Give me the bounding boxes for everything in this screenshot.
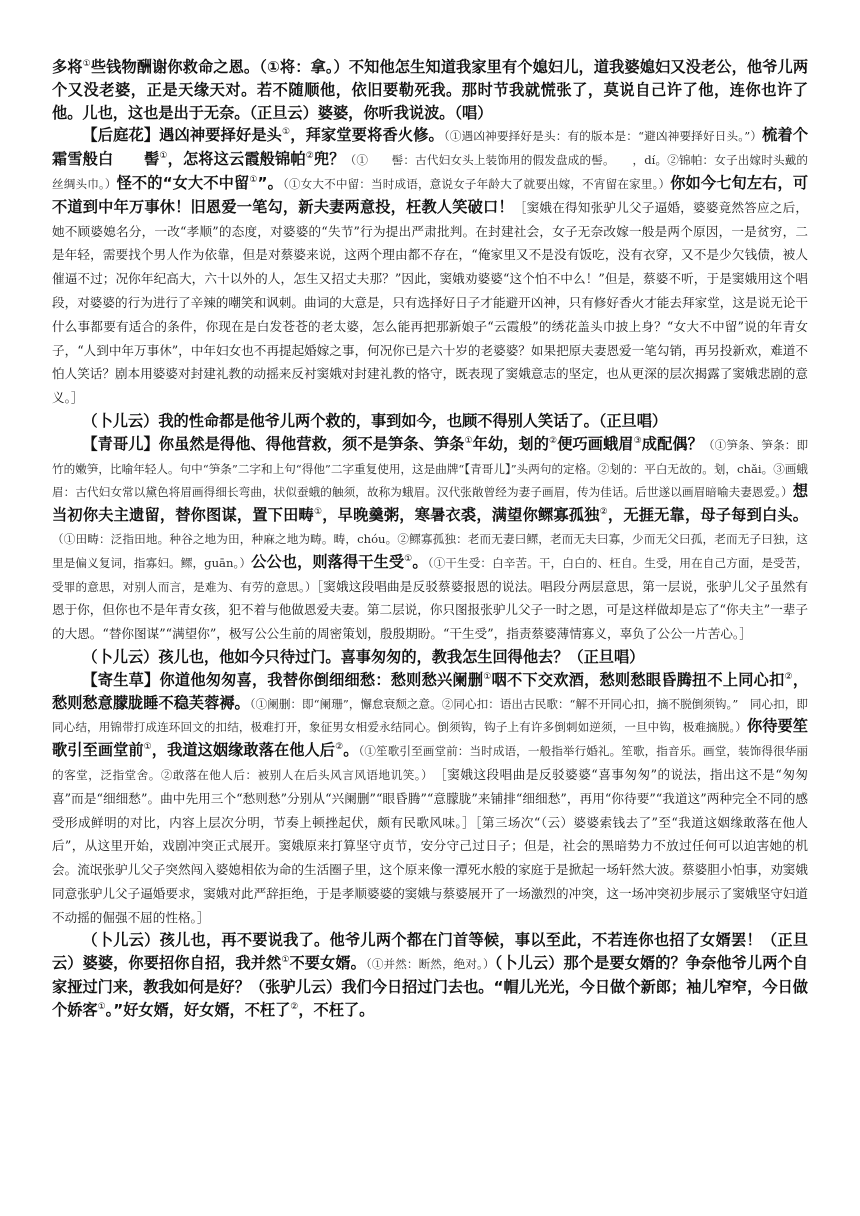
annotation-note: （①田畴：泛指田地。种谷之地为田，种麻之地为畴。畴，chóu。②鳏寡孤独：老而无妻曰鳏，老而无夫曰寡，少而无父曰孤，老而无子曰独，这里是偏义复词，指寡妇。鳏，guān。） xyxy=(52,531,808,570)
annotation-note: （① 髻：古代妇女头上装饰用的假发盘成的髻。 ，dí。②锦帕：女子出嫁时头戴的丝绸头巾。） xyxy=(52,153,809,191)
footnote-marker: ③ xyxy=(633,435,642,446)
annotation-note: （①并然：断然，绝对。） xyxy=(365,957,495,972)
main-text: ，早晚羹粥，寒暑衣裘，满望你鳏寡孤独 xyxy=(322,506,600,525)
main-text: 年幼，刬的 xyxy=(472,434,550,453)
paragraph xyxy=(52,646,808,669)
footnote-marker: ① xyxy=(464,435,473,446)
main-text: 。 xyxy=(412,552,428,571)
main-text: 你如今七旬左右，可不道到中年万事休！旧恩爱一笔勾，新夫妻两意投，枉教人笑破口！ xyxy=(52,173,809,216)
main-text: 兜？ xyxy=(313,150,345,169)
main-text: 你待要笙歌引至画堂前 xyxy=(52,717,808,760)
annotation-note: （①干生受：白辛苦。干，白白的、枉自。生受，用在自己方面，是受苦，受罪的意思，对别人而言，是难为、有劳的意思。） xyxy=(52,555,809,594)
main-text: 便巧画蛾眉 xyxy=(557,434,634,453)
paragraph xyxy=(52,433,808,646)
main-text: ，怎将这云霞般锦帕 xyxy=(167,150,306,169)
paragraph xyxy=(52,124,808,410)
footnote-marker: ② xyxy=(549,435,558,446)
main-text: ，不枉了。 xyxy=(298,1000,375,1019)
main-text: 【寄生草】你道他匆匆喜，我替你倒细细愁：愁则愁兴阑删 xyxy=(82,670,484,689)
main-text: ，拜家堂要将香火修。 xyxy=(290,126,444,145)
footnote-marker: ② xyxy=(305,151,314,162)
footnote-marker: ① xyxy=(143,742,152,753)
footnote-marker: ① xyxy=(82,58,91,69)
main-text: 怪不的“女大不中留 xyxy=(116,173,250,192)
footnote-marker: ② xyxy=(599,507,608,518)
main-text: 。 xyxy=(343,741,359,760)
footnote-marker: ① xyxy=(249,174,258,185)
footnote-marker: ① xyxy=(483,671,492,682)
main-text: （卜儿云）我的性命都是他爷儿两个救的，事到如今，也顾不得别人笑话了。（正旦唱） xyxy=(82,411,668,430)
paragraph xyxy=(52,410,808,433)
commentary-text: ［窦娥这段唱曲是反驳蔡婆报恩的说法。唱段分两层意思，第一层说，张驴儿父子虽然有恩于你，但你也不是年青女孩，犯不着与他做恩爱夫妻。第二层说，你只图报张驴儿父子一时之恩，可是这样做却是忘了“你夫主”一辈子的大恩。“替你图谋”“满望你”，极写公公生前的周密策划，殷殷期盼。“干生受”，指责蔡婆薄情寡义，辜负了公公一片苦心。］ xyxy=(52,578,808,642)
annotation-note: （①女大不中留：当时成语，意说女子年龄大了就要出嫁，不宵留在家里。） xyxy=(282,176,671,191)
annotation-note: （①笋条、笋条：即竹的嫩笋，比喻年轻人。句中“笋条”二字和上句“得他”二字重复使用，这是曲牌“【青哥儿】”头两句的定格。②刬的：平白无故的。刬，chǎi。③画蛾眉：古代妇女常以黛色将眉画得细长弯曲，状似蚕蛾的触须，故称为蛾眉。汉代张敞曾经为妻子画眉，传为佳话。后世遂以画眉暗喻夫妻恩爱。） xyxy=(52,437,809,500)
footnote-marker: ① xyxy=(281,955,290,966)
main-text: ，愁则愁意朦胧睡不稳芙蓉褥。 xyxy=(52,670,809,712)
footnote-marker: ① xyxy=(313,507,323,518)
commentary-text: ［窦娥这段唱曲是反驳婆婆“喜事匆匆”的说法，指出这不是“匆匆喜”而是“细细愁”。曲中先用三个“愁则愁”分别从“兴阑删”“眼昏腾”“意朦胧”来铺排“细细愁”，再用“你待要”“我道这”两种完全不同的感受形成鲜明的对比，内容上层次分明，节奏上顿挫起伏，颇有民歌风味。］ xyxy=(52,766,809,830)
paragraph xyxy=(52,929,808,1021)
footnote-marker: ② xyxy=(784,671,793,682)
annotation-note: （①阑删：即“阑珊”，懈怠衰颓之意。②同心扣：语出古民歌：“解不开同心扣，摘不脱倒须钩。” 同心扣，即同心结，用锦带打成连环回文的扣结，极难打开，象征男女相爱永结同心。倒须钩，钩子上有许多倒刺如逆须，一旦中钩，极难摘脱。） xyxy=(52,696,808,735)
main-text: 公公也，则落得干生受 xyxy=(251,552,405,571)
main-text: 梳着个霜雪般白 髻 xyxy=(52,126,809,169)
main-text: （卜儿云）孩儿也，他如今只待过门。喜事匆匆的，教我怎生回得他去？（正旦唱） xyxy=(82,647,645,666)
main-text: （卜儿云）孩儿也，再不要说我了。他爷儿两个都在门首等候，事以至此，不若连你也招了女婿罢！（正旦云）婆婆，你要招你自招，我并然 xyxy=(52,931,808,973)
main-text: 【青哥儿】你虽然是得他、得他营救，须不是笋条、笋条 xyxy=(82,434,465,453)
footnote-marker: ① xyxy=(282,127,291,138)
main-text: ，无捱无靠，母子每到白头。 xyxy=(607,506,808,525)
footnote-marker: ② xyxy=(290,1001,299,1012)
footnote-marker: ② xyxy=(335,742,344,753)
main-text: ”。 xyxy=(257,173,283,192)
commentary-text: ［窦娥在得知张驴儿父子逼婚，婆婆竟然答应之后，她不顾婆媳名分，一改“孝顺”的态度，对婆婆的“失节”行为提出严肃批判。在封建社会，女子无奈改嫁一般是两个原因，一是贫穷，二是年轻，需要找个男人作为依靠，但是对蔡婆来说，这两个理由都不存在，“俺家里又不是没有饭吃，没有衣穿，又不是少欠钱债，被人催逼不过；况你年纪高大，六十以外的人，怎生又招丈夫那？”因此，窦娥劝婆婆“这个怕不中么！”但是，蔡婆不听，于是窦娥用这个唱段，对婆婆的行为进行了辛辣的嘲笑和讽刺。曲词的大意是，只有选择好日子才能避开凶神，只有修好香火才能去拜家堂，这是说无论干什么事都要有适合的条件，你现在是白发苍苍的老太婆，怎么能再把那新娘子“云霞般”的绣花盖头巾披上身？“女大不中留”说的年青女子，“人到中年万事休”，中年妇女也不再提起婚嫁之事，何况你已是六十岁的老婆婆？如果把原夫妻恩爱一笔勾销，再另投新欢，难道不怕人笑话？剧本用婆婆对封建礼教的动摇来反衬窦娥对封建礼教的恪守，既表现了窦娥意志的坚定，也从更深的层次揭露了窦娥悲剧的意义。］ xyxy=(52,199,809,406)
paragraph xyxy=(52,669,808,930)
paragraph xyxy=(52,56,808,124)
main-text: 些钱物酬谢你救命之恩。 xyxy=(90,58,260,76)
main-text: ，我道这姻缘敢落在他人后 xyxy=(151,741,336,760)
footnote-marker: ① xyxy=(159,151,168,162)
main-text: 不要女婿。 xyxy=(289,954,366,973)
main-text: 想当初你夫主遗留，替你图谋，置下田畴 xyxy=(52,482,808,525)
annotation-note: （①遇凶神要择好是头：有的版本是：“避凶神要择好日头。”） xyxy=(443,129,763,144)
annotation-note: （①笙歌引至画堂前：当时成语，一般指举行婚礼。笙歌，指音乐。画堂，装饰得很华丽的客堂，泛指堂舍。②敢落在他人后：被别人在后头风言风语地讥笑。） xyxy=(52,744,809,782)
commentary-text: ［第三场次“（云）婆婆索钱去了”至“我道这姻缘敢落在他人后”，从这里开始，戏剧冲突正式展开。窦娥原来打算坚守贞节，安分守己过日子；但是，社会的黑暗势力不放过任何可以迫害她的机会。流氓张驴儿父子突然闯入婆媳相依为命的生活圈子里，这个原来像一潭死水般的家庭于是掀起一场轩然大波。蔡婆胆小怕事，劝窦娥同意张驴儿父子逼婚要求，窦娥对此严辞拒绝，于是孝顺婆婆的窦娥与蔡婆展开了一场激烈的冲突，这一场冲突初步展示了窦娥坚守妇道不动摇的倔强不屈的性格。］ xyxy=(52,814,808,925)
main-text: （①将：拿。）不知他怎生知道我家里有个媳妇儿，道我婆媳妇又没老公，他爷儿两个又没老婆，正是天缘天对。若不随顺他，依旧要勒死我。那时节我就慌张了，莫说自己许了他，连你也许了他。儿也，这也是出于无奈。（正旦云）婆婆，你听我说波。（唱） xyxy=(52,58,809,122)
main-text: 。”好女婿，好女婿，不枉了 xyxy=(105,1000,291,1019)
main-text: 成配偶？ xyxy=(641,434,703,453)
main-text: 【后庭花】遇凶神要择好是头 xyxy=(82,126,283,145)
main-text: 咽不下交欢酒，愁则愁眼昏腾扭不上同心扣 xyxy=(491,670,785,689)
main-text: （卜儿云）那个是要女婿的？争奈他爷儿两个自家挜过门来，教我如何是好？（张驴儿云）我们今日招过门去也。“帽儿光光，今日做个新郎；袖儿窄窄，今日做个娇客 xyxy=(52,954,808,1019)
footnote-marker: ① xyxy=(97,1001,106,1012)
footnote-marker: ① xyxy=(404,553,413,564)
main-text: 多将 xyxy=(52,58,83,76)
